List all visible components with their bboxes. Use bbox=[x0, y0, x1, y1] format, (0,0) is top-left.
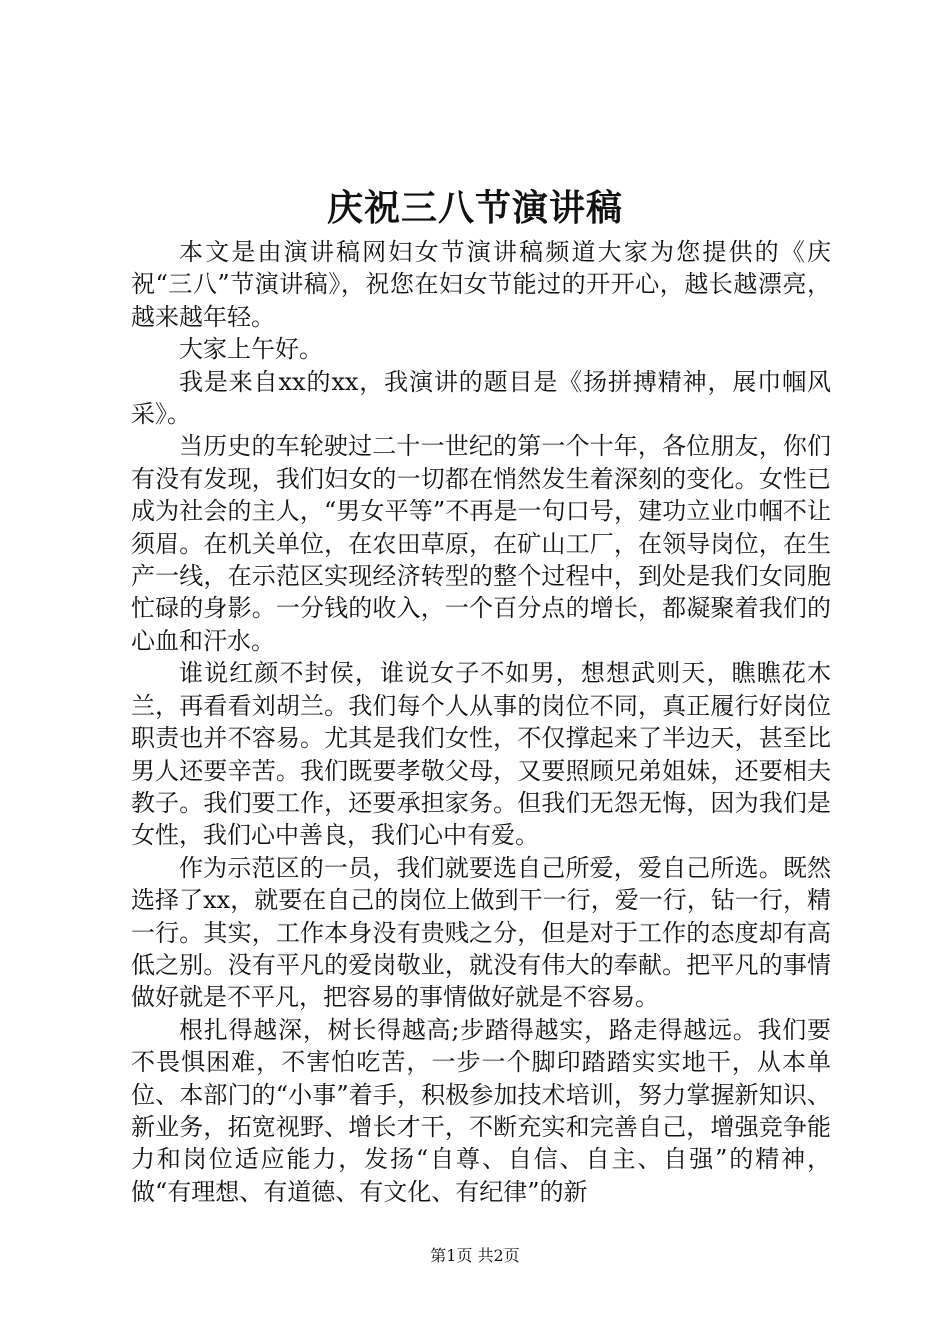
paragraph-intro: 本文是由演讲稿网妇女节演讲稿频道大家为您提供的《庆祝“三八”节演讲稿》，祝您在妇女节能过的开开心，越长越漂亮，越来越年轻。 bbox=[131, 238, 831, 331]
paragraph-work: 作为示范区的一员，我们就要选自己所爱，爱自己所选。既然选择了xx，就要在自己的岗位上做到干一行，爱一行，钻一行，精一行。其实，工作本身没有贵贱之分，但是对于工作的态度却有高低之别。没有平凡的爱岗敬业，就没有伟大的奉献。把平凡的事情做好就是不平凡，把容易的事情做好就是不容易。 bbox=[131, 853, 831, 1012]
document-body bbox=[131, 236, 831, 1208]
paragraph-topic: 我是来自xx的xx，我演讲的题目是《扬拼搏精神，展巾帼风采》。 bbox=[131, 367, 831, 429]
page-number-footer: 第1页 共2页 bbox=[430, 1246, 520, 1265]
paragraph-growth: 根扎得越深，树长得越高;步踏得越实，路走得越远。我们要不畏惧困难，不害怕吃苦，一步一个脚印踏踏实实地干，从本单位、本部门的“小事”着手，积极参加技术培训，努力掌握新知识、新业务，拓宽视野、增长才干，不断充实和完善自己，增强竞争能力和岗位适应能力，发扬“自尊、自信、自主、自强”的精神，做“有理想、有道德、有文化、有纪律”的新 bbox=[131, 1015, 831, 1206]
paragraph-women: 谁说红颜不封侯，谁说女子不如男，想想武则天，瞧瞧花木兰，再看看刘胡兰。我们每个人从事的岗位不同，真正履行好岗位职责也并不容易。尤其是我们女性，不仅撑起来了半边天，甚至比男人还要辛苦。我们既要孝敬父母，又要照顾兄弟姐妹，还要相夫教子。我们要工作，还要承担家务。但我们无怨无悔，因为我们是女性，我们心中善良，我们心中有爱。 bbox=[131, 659, 831, 850]
document-title: 庆祝三八节演讲稿 bbox=[326, 187, 623, 229]
paragraph-greeting: 大家上午好。 bbox=[179, 335, 323, 364]
paragraph-history: 当历史的车轮驶过二十一世纪的第一个十年，各位朋友，你们有没有发现，我们妇女的一切都在悄然发生着深刻的变化。女性已成为社会的主人，“男女平等”不再是一句口号，建功立业巾帼不让须眉。在机关单位，在农田草原，在矿山工厂，在领导岗位，在生产一线，在示范区实现经济转型的整个过程中，到处是我们女同胞忙碌的身影。一分钱的收入，一个百分点的增长，都凝聚着我们的心血和汗水。 bbox=[131, 432, 831, 655]
